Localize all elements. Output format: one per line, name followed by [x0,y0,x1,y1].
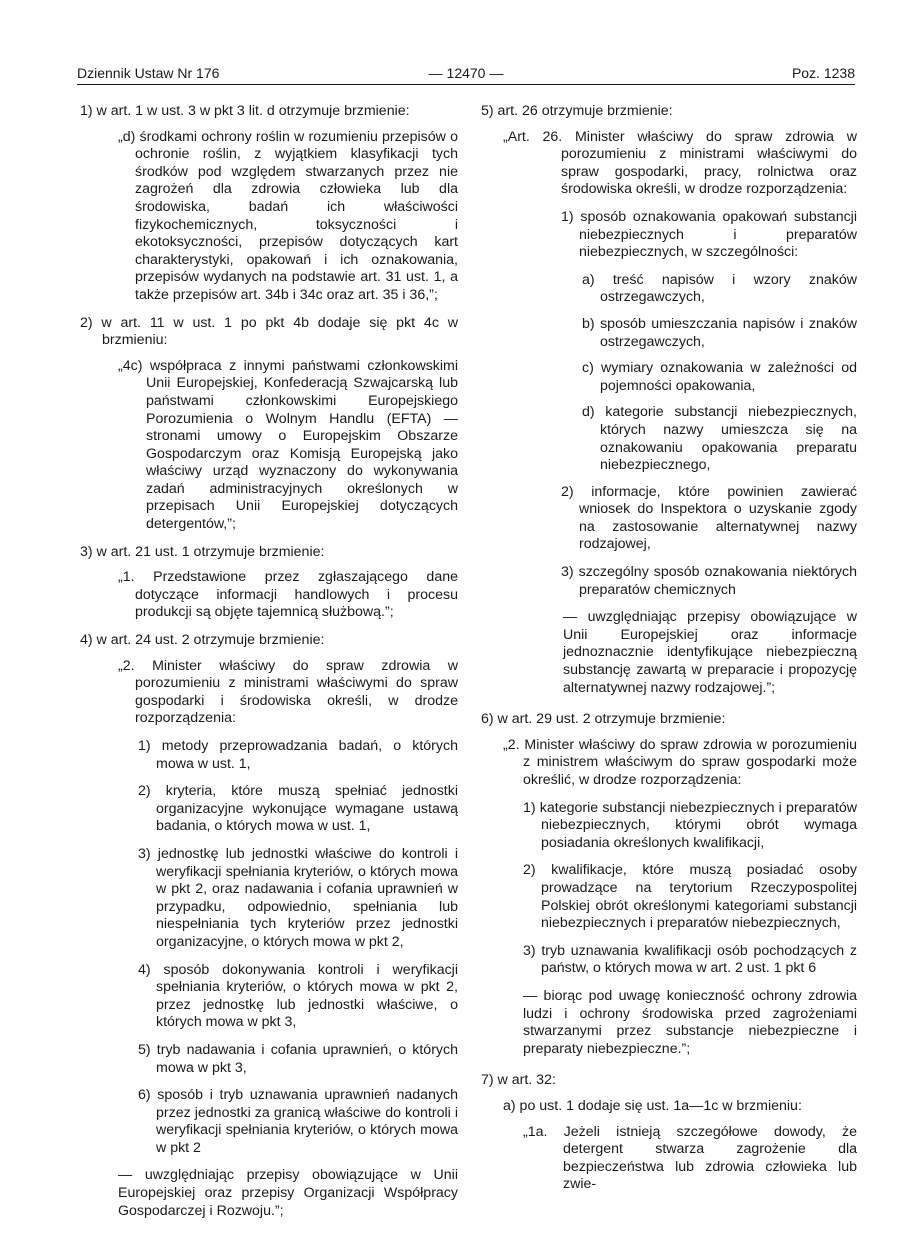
item-6-heading: 6) w art. 29 ust. 2 otrzymuje brzmienie: [481,711,726,728]
item-7-paragraph-1a: „1a. Jeżeli istnieją szczegółowe dowody, że detergent stwarza zagrożenie dla bezpieczeństwa lub zdrowia człowieka lub zwie- [523,1123,857,1193]
position-number: Poz. 1238 [791,65,855,81]
item-3-heading: 3) w art. 21 ust. 1 otrzymuje brzmienie: [80,543,325,560]
item-6-text: „2. Minister właściwy do spraw zdrowia w porozumieniu z ministrem właściwym do spraw gospodarki może określić, w drodze rozporządzenia: [503,736,857,788]
item-1-heading: 1) w art. 1 w ust. 3 w pkt 3 lit. d otrzymuje brzmienie: [80,103,410,119]
header-divider [77,84,855,85]
item-4-heading: 4) w art. 24 ust. 2 otrzymuje brzmienie: [80,632,325,649]
item-4-point: 1) metody przeprowadzania badań, o których mowa w ust. 1, [138,738,458,772]
item-5-point-1: 1) sposób oznakowania opakowań substancji niebezpiecznych i preparatów niebezpiecznych, w szczególności: [561,208,857,261]
item-2-text: „4c) współpraca z innymi państwami członkowskimi Unii Europejskiej, Konfederacją Szwajcarską lub państwami członkowskimi Europejskiego Porozumienia o Wolnym Handlu (EFTA) — stronami umowy o Europejskim Obszarze Gospodarczym oraz Komisją Europejską jako właściwy urząd wyznaczony do wykonywania zadań administracyjnych określonych w przepisach Unii Europejskiej dotyczących detergentów,”; [118,357,458,533]
item-5-text: „Art. 26. Minister właściwy do spraw zdrowia w porozumieniu z ministrami właściwymi do spraw gospodarki, pracy, rolnictwa oraz środowiska określi, w drodze rozporządzenia: [503,128,857,198]
item-4-point: 4) sposób dokonywania kontroli i weryfikacji spełniania kryteriów, o których mowa w pkt 2, przez jednostkę lub jednostki właściwe, o których mowa w pkt 3, [138,961,458,1031]
item-4-point: 6) sposób i tryb uznawania uprawnień nadanych przez jednostki za granicą właściwe do kontroli i weryfikacji spełniania kryteriów, o których mowa w pkt 2 [138,1087,458,1156]
item-5-letter: d) kategorie substancji niebezpiecznych, których nazwy umieszcza się na oznakowaniu opakowania preparatu niebezpiecznego, [582,404,857,474]
item-5-point-2: 2) informacje, które powinien zawierać wniosek do Inspektora o uzyskanie zgody na zastosowanie alternatywnej nazwy rodzajowej, [561,483,857,553]
item-4-closing: — uwzględniając przepisy obowiązujące w Unii Europejskiej oraz przepisy Organizacji Współpracy Gospodarczej i Rozwoju.”; [118,1167,458,1219]
item-5-point-3: 3) szczególny sposób oznakowania niektórych preparatów chemicznych [561,564,857,598]
journal-title: Dziennik Ustaw Nr 176 [77,65,220,81]
item-4-point: 2) kryteria, które muszą spełniać jednostki organizacyjne wykonujące wymagane ustawą badania, o których mowa w ust. 1, [138,783,458,835]
item-6-closing: — biorąc pod uwagę konieczność ochrony zdrowia ludzi i ochrony środowiska przed zagrożeniami stwarzanymi przez substancje niebezpieczne i preparaty niebezpieczne.”; [523,987,857,1057]
item-4-point: 5) tryb nadawania i cofania uprawnień, o których mowa w pkt 3, [138,1041,458,1076]
item-2-heading: 2) w art. 11 w ust. 1 po pkt 4b dodaje się pkt 4c w brzmieniu: [80,314,458,349]
page-number: — 12470 — [428,65,504,81]
left-column [80,103,458,1236]
item-5-letter: c) wymiary oznakowania w zależności od pojemności opakowania, [582,360,857,394]
item-5-letter: a) treść napisów i wzory znaków ostrzegawczych, [582,271,857,306]
item-6-point: 3) tryb uznawania kwalifikacji osób pochodzących z państw, o których mowa w art. 2 ust. 1 pkt 6 [523,942,857,977]
item-6-point: 1) kategorie substancji niebezpiecznych i preparatów niebezpiecznych, którymi obrót wymaga posiadania określonych kwalifikacji, [523,799,857,851]
item-7-letter-a: a) po ust. 1 dodaje się ust. 1a—1c w brzmieniu: [503,1097,802,1114]
item-4-text: „2. Minister właściwy do spraw zdrowia w porozumieniu z ministrami właściwymi do spraw gospodarki i środowiska określi, w drodze rozporządzenia: [118,657,458,727]
item-3-text: „1. Przedstawione przez zgłaszającego dane dotyczące informacji handlowych i procesu produkcji są objęte tajemnicą służbową.”; [118,569,458,621]
page-header [77,63,855,85]
item-5-letter: b) sposób umieszczania napisów i znaków ostrzegawczych, [582,315,857,350]
right-column [481,103,857,1194]
item-4-point: 3) jednostkę lub jednostki właściwe do kontroli i weryfikacji spełniania kryteriów, o których mowa w pkt 2, oraz nadawania i cofania uprawnień w przypadku, odpowiednio, spełniania lub niespełniania tych kryteriów przez jednostki organizacyjne, o których mowa w pkt 2, [138,845,458,950]
item-6-point: 2) kwalifikacje, które muszą posiadać osoby prowadzące na terytorium Rzeczypospolitej Polskiej obrót określonymi kategoriami substancji niebezpiecznych i preparatów niebezpiecznych, [523,862,857,932]
item-1-text: „d) środkami ochrony roślin w rozumieniu przepisów o ochronie roślin, z wyjątkiem klasyfikacji tych środków pod względem stwarzanych przez nie zagrożeń dla zdrowia człowieka lub dla środowiska, badań ich właściwości fizykochemicznych, toksyczności i ekotoksyczności, przepisów dotyczących kart charakterystyki, opakowań i ich oznakowania, przepisów wydanych na podstawie art. 31 ust. 1, a także przepisów art. 34b i 34c oraz art. 35 i 36,”; [118,128,458,303]
item-5-heading: 5) art. 26 otrzymuje brzmienie: [481,103,673,119]
item-5-closing: — uwzględniając przepisy obowiązujące w Unii Europejskiej oraz informacje jednoznacznie identyfikujące niebezpieczną substancję zawartą w preparacie i propozycję alternatywnej nazwy rodzajowej.”; [563,609,857,696]
item-7-heading: 7) w art. 32: [481,1072,556,1089]
